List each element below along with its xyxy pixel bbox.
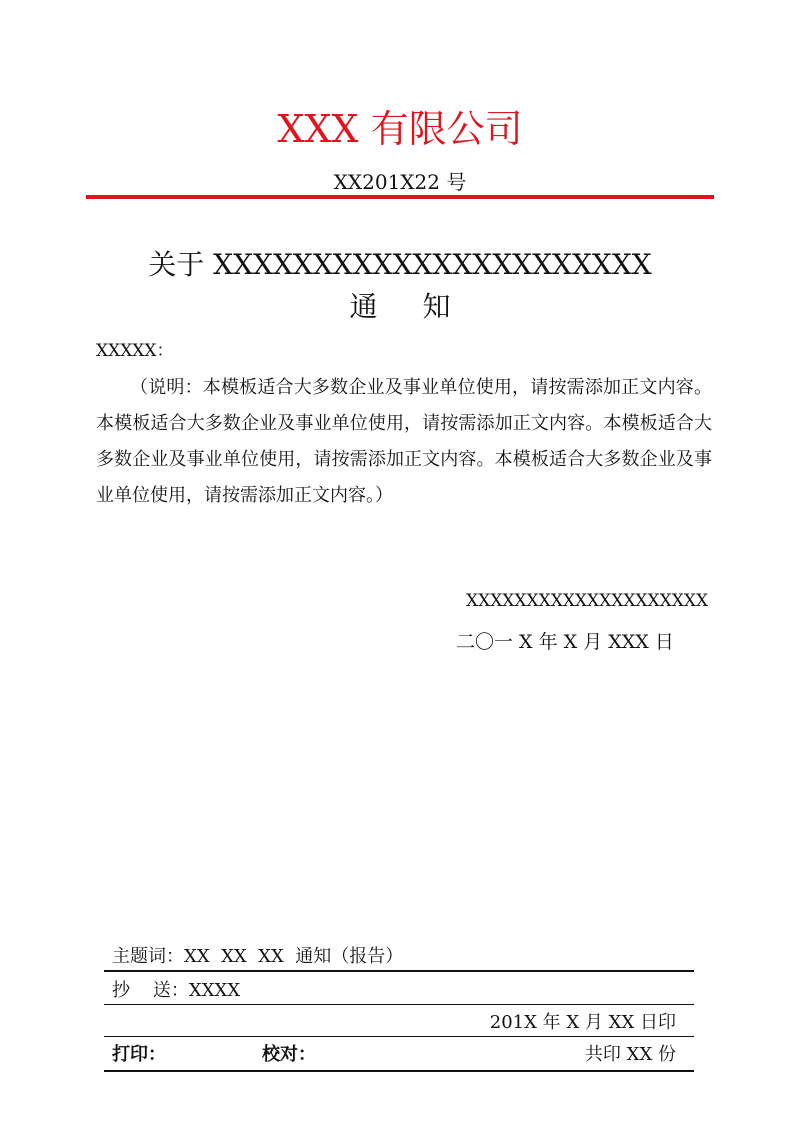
signature-date: 二〇一 X 年 X 月 XXX 日 — [456, 631, 674, 653]
printer-label: 打印： — [112, 1044, 166, 1065]
print-copies: 共印 XX 份 — [584, 1044, 676, 1065]
footer-rule-cc — [104, 1004, 694, 1005]
body-paragraph: （说明：本模板适合大多数企业及事业单位使用，请按需添加正文内容。本模板适合大多数企业及事业单位使用，请按需添加正文内容。本模板适合大多数企业及事业单位使用，请按需添加正文内容。本模板适合大多数企业及事业单位使用，请按需添加正文内容。） — [96, 377, 712, 506]
subject-keywords: 主题词：XX XX XX 通知（报告） — [112, 946, 404, 967]
print-date: 201X 年 X 月 XX 日印 — [489, 1012, 676, 1033]
checker-label: 校对： — [262, 1044, 316, 1065]
red-header-rule — [86, 195, 714, 199]
footer-rule-top — [104, 970, 694, 972]
signer-name: XXXXXXXXXXXXXXXXXXXX — [466, 591, 709, 611]
notice-subject: 关于 XXXXXXXXXXXXXXXXXXXXXX — [148, 248, 652, 281]
footer-rule-print — [104, 1036, 694, 1037]
addressee: XXXXX： — [96, 341, 174, 361]
document-number: XX201X22 号 — [333, 170, 467, 194]
footer-rule-bottom — [104, 1070, 694, 1072]
organization-title: XXX 有限公司 — [277, 107, 523, 151]
notice-heading: 通 知 — [349, 290, 469, 323]
cc-recipients: 抄 送：XXXX — [112, 980, 241, 1001]
